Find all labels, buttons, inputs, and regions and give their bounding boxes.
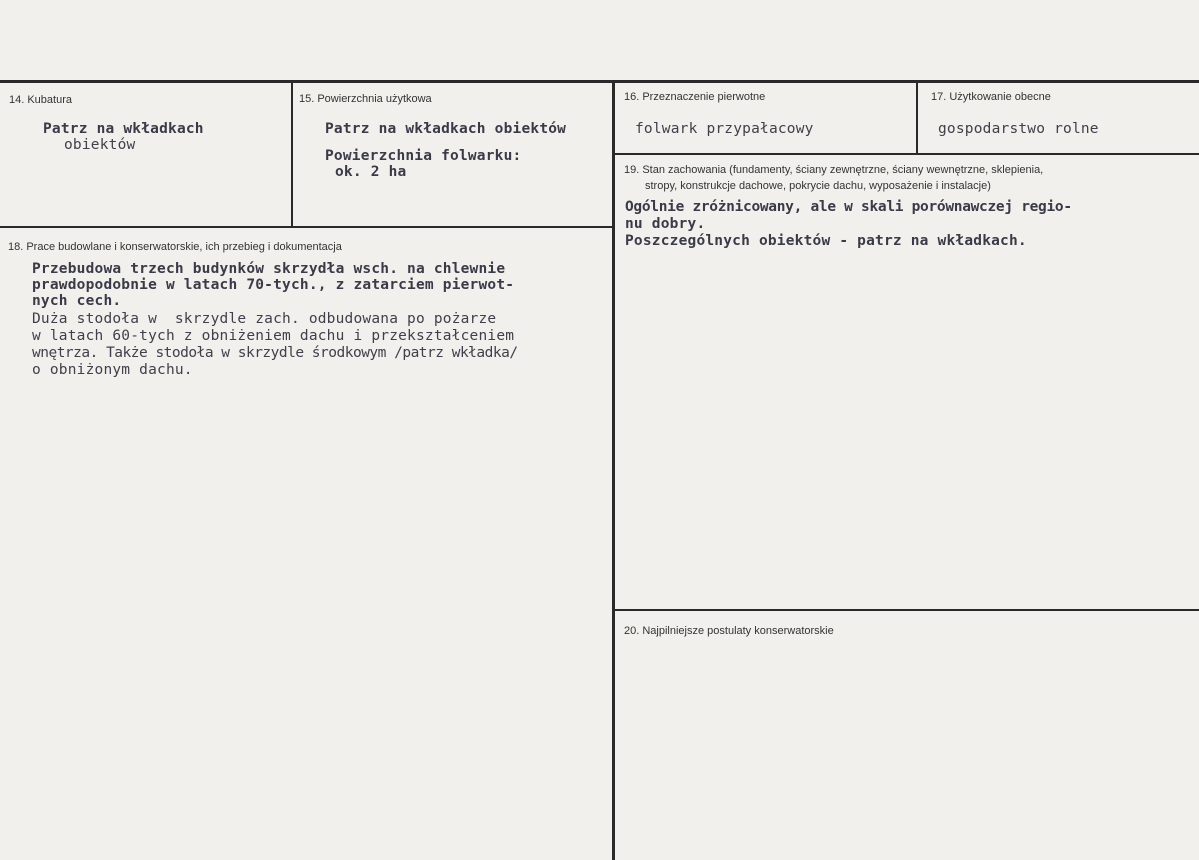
field-18-line-3: nych cech.: [32, 293, 122, 309]
field-19-line-3: Poszczególnych obiektów - patrz na wkładkach.: [625, 233, 1027, 249]
field-19-label-line-1: 19. Stan zachowania (fundamenty, ściany zewnętrzne, ściany wewnętrzne, sklepienia,: [624, 164, 1044, 176]
field-15-label: 15. Powierzchnia użytkowa: [299, 93, 432, 105]
divider-left-right: [612, 82, 615, 860]
field-20-label: 20. Najpilniejsze postulaty konserwatorskie: [624, 625, 834, 637]
field-15-line-3: ok. 2 ha: [335, 164, 407, 180]
field-15-line-1: Patrz na wkładkach obiektów: [325, 121, 567, 137]
field-17-label: 17. Użytkowanie obecne: [931, 91, 1051, 103]
field-19-line-2: nu dobry.: [625, 216, 706, 232]
field-16-line-1: folwark przypałacowy: [635, 121, 814, 137]
field-18-line-6: wnętrza. Także stodoła w skrzydle środkowym /patrz wkładka/: [32, 345, 518, 361]
field-14-line-1: Patrz na wkładkach: [43, 121, 204, 137]
divider-16-17: [916, 82, 918, 154]
field-14-line-2: obiektów: [64, 137, 136, 153]
field-14-label: 14. Kubatura: [9, 94, 72, 106]
field-15-line-2: Powierzchnia folwarku:: [325, 148, 522, 164]
divider-14-15: [291, 82, 293, 227]
field-18-line-1: Przebudowa trzech budynków skrzydła wsch. na chlewnie: [32, 261, 506, 277]
field-18-line-5: w latach 60-tych z obniżeniem dachu i przekształceniem: [32, 328, 515, 344]
field-18-line-7: o obniżonym dachu.: [32, 362, 193, 378]
rule-under-19: [614, 609, 1199, 611]
field-19-label-line-2: stropy, konstrukcje dachowe, pokrycie dachu, wyposażenie i instalacje): [645, 180, 991, 192]
field-17-line-1: gospodarstwo rolne: [938, 121, 1099, 137]
field-18-line-2: prawdopodobnie w latach 70-tych., z zatarciem pierwot-: [32, 277, 515, 293]
field-18-line-4: Duża stodoła w skrzydle zach. odbudowana po pożarze: [32, 311, 497, 327]
field-18-label: 18. Prace budowlane i konserwatorskie, ich przebieg i dokumentacja: [8, 241, 342, 253]
field-16-label: 16. Przeznaczenie pierwotne: [624, 91, 766, 103]
rule-under-16-17: [614, 153, 1199, 155]
field-19-line-1: Ogólnie zróżnicowany, ale w skali porównawczej regio-: [625, 199, 1072, 215]
rule-under-14-15: [0, 226, 614, 228]
top-rule: [0, 80, 1199, 83]
